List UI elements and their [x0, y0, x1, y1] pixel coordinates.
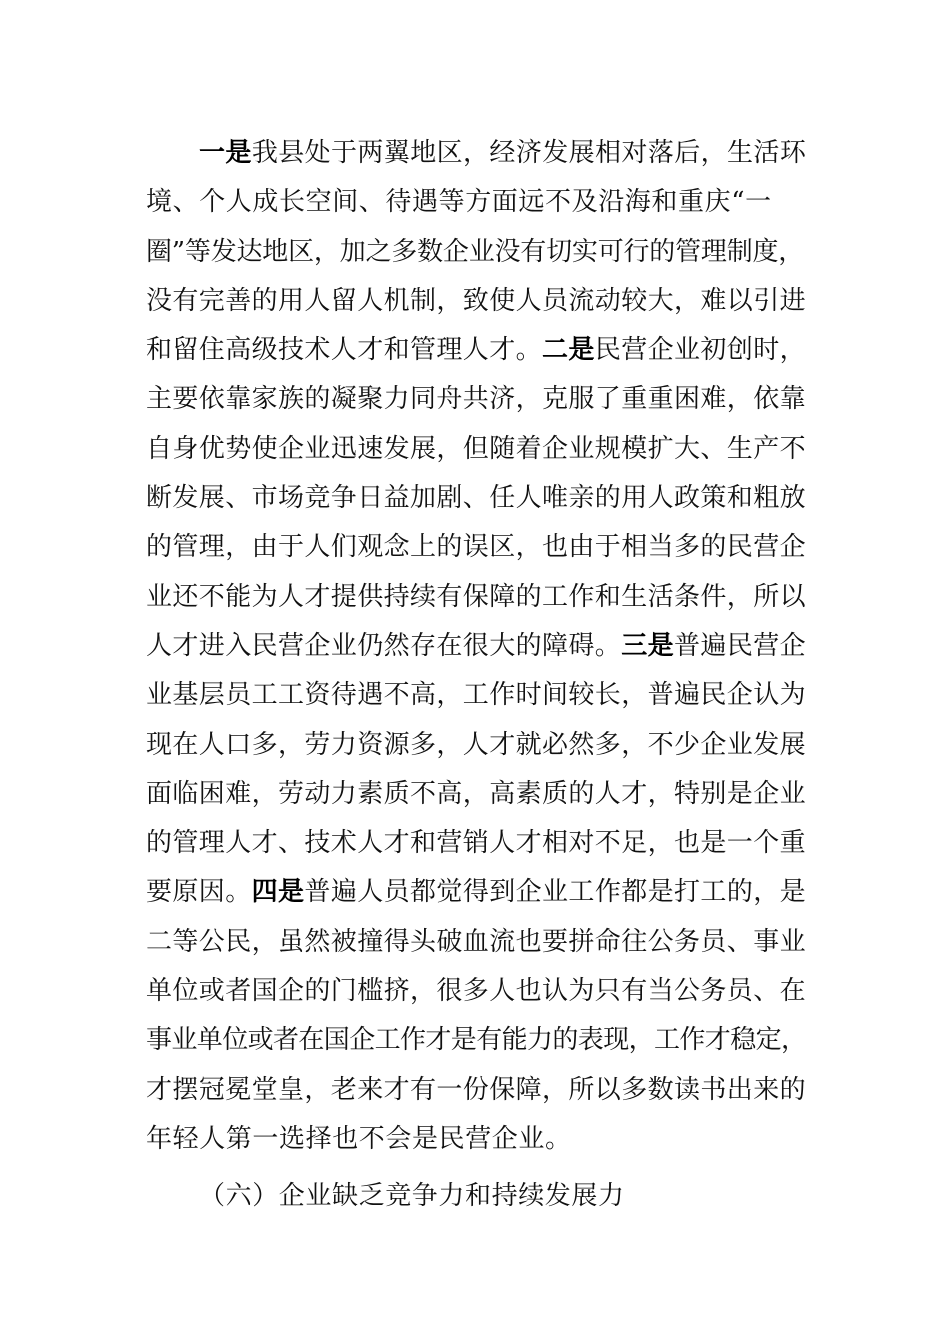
paragraph-line — [146, 523, 806, 572]
text-run: 才摆冠冕堂皇，老来才有一份保障，所以多数读书出来的 — [146, 1074, 807, 1105]
text-run: 二等公民，虽然被撞得头破血流也要拼命往公务员、事业 — [146, 926, 807, 957]
section-heading: （六）企业缺乏竞争力和持续发展力 — [199, 1181, 625, 1211]
body-paragraph — [146, 129, 806, 1164]
paragraph-line — [146, 918, 806, 967]
text-run: 业还不能为人才提供持续有保障的工作和生活条件，所以 — [146, 581, 807, 612]
bold-lead-phrase: 一是 — [199, 138, 252, 168]
text-run: 圈”等发达地区，加之多数企业没有切实可行的管理制度， — [146, 236, 805, 267]
text-run: 单位或者国企的门槛挤，很多人也认为只有当公务员、在 — [146, 976, 807, 1007]
paragraph-line — [146, 326, 806, 375]
text-run: 的管理人才、技术人才和营销人才相对不足，也是一个重 — [146, 828, 807, 859]
bold-lead-phrase: 三是 — [621, 630, 675, 661]
text-run: 人才进入民营企业仍然存在很大的障碍。 — [146, 630, 622, 661]
text-run: 境、个人成长空间、待遇等方面远不及沿海和重庆“一 — [146, 187, 772, 218]
bold-lead-phrase: 二是 — [542, 335, 595, 366]
bold-lead-phrase: 四是 — [251, 877, 305, 908]
text-run: 普遍人员都觉得到企业工作都是打工的，是 — [304, 877, 807, 908]
text-run: 要原因。 — [146, 877, 252, 908]
text-run: 断发展、市场竞争日益加剧、任人唯亲的用人政策和粗放 — [146, 483, 807, 514]
paragraph-line — [146, 622, 806, 671]
text-run: 和留住高级技术人才和管理人才。 — [146, 335, 543, 366]
paragraph-line — [146, 573, 806, 622]
paragraph-line — [146, 721, 806, 770]
paragraph-line — [146, 129, 806, 178]
text-run: 没有完善的用人留人机制，致使人员流动较大，难以引进 — [146, 285, 807, 316]
paragraph-line — [146, 375, 806, 424]
text-run: 自身优势使企业迅速发展，但随着企业规模扩大、生产不 — [146, 433, 807, 464]
text-run: 普遍民营企 — [674, 630, 807, 661]
paragraph-line — [146, 1066, 806, 1115]
paragraph-line — [146, 967, 806, 1016]
text-run: 面临困难，劳动力素质不高，高素质的人才，特别是企业 — [146, 778, 807, 809]
paragraph-line — [146, 425, 806, 474]
paragraph-line — [146, 1115, 806, 1164]
paragraph-line — [146, 228, 806, 277]
text-run: 我县处于两翼地区，经济发展相对落后，生活环 — [251, 138, 807, 168]
paragraph-line — [146, 1016, 806, 1065]
paragraph-line — [146, 868, 806, 917]
paragraph-line — [146, 178, 806, 227]
text-run: 民营企业初创时， — [594, 335, 807, 366]
paragraph-line — [146, 770, 806, 819]
paragraph-line — [146, 671, 806, 720]
text-run: 事业单位或者在国企工作才是有能力的表现，工作才稳定， — [146, 1025, 807, 1056]
text-run: 主要依靠家族的凝聚力同舟共济，克服了重重困难，依靠 — [146, 384, 807, 415]
text-run: 业基层员工工资待遇不高，工作时间较长，普遍民企认为 — [146, 680, 807, 711]
text-run: 年轻人第一选择也不会是民营企业。 — [146, 1123, 572, 1154]
paragraph-line — [146, 474, 806, 523]
paragraph-line — [146, 277, 806, 326]
text-run: 现在人口多，劳力资源多，人才就必然多，不少企业发展 — [146, 729, 807, 760]
paragraph-line — [146, 819, 806, 868]
text-run: 的管理，由于人们观念上的误区，也由于相当多的民营企 — [146, 532, 807, 563]
